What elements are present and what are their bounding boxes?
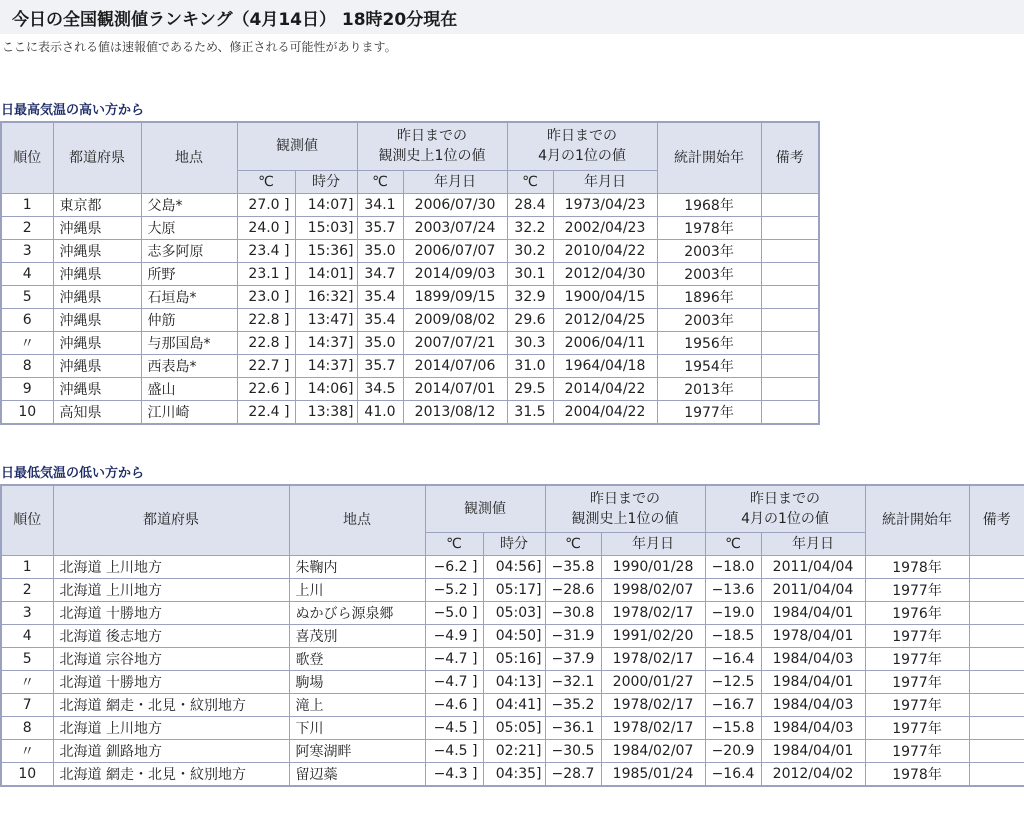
record-value-cell: −35.2 — [545, 694, 601, 717]
obs-value-cell: 24.0 ] — [237, 216, 295, 239]
rank-cell: 〃 — [1, 331, 53, 354]
high-temp-rows — [1, 193, 819, 424]
pref-cell: 沖縄県 — [53, 239, 141, 262]
col-point: 地点 — [289, 485, 425, 556]
rank-cell: 7 — [1, 694, 53, 717]
record-date-cell: 1998/02/07 — [601, 579, 705, 602]
point-cell: 歌登 — [289, 648, 425, 671]
point-cell: 父島* — [141, 193, 237, 216]
month-record-value-cell: 30.1 — [507, 262, 553, 285]
point-cell: 大原 — [141, 216, 237, 239]
pref-cell: 北海道 網走・北見・紋別地方 — [53, 763, 289, 787]
month-record-date-cell: 1984/04/03 — [761, 694, 865, 717]
record-value-cell: 35.7 — [357, 216, 403, 239]
record-date-cell: 2014/07/01 — [403, 377, 507, 400]
notice-text: ここに表示される値は速報値であるため、修正される可能性があります。 — [2, 40, 397, 54]
note-cell — [969, 602, 1024, 625]
obs-time-cell: 15:36] — [295, 239, 357, 262]
note-cell — [761, 193, 819, 216]
start-year-cell: 1977年 — [865, 694, 969, 717]
month-record-value-cell: 28.4 — [507, 193, 553, 216]
table-row — [1, 763, 1024, 787]
note-cell — [969, 763, 1024, 787]
col-pref: 都道府県 — [53, 122, 141, 193]
col-time: 時分 — [295, 170, 357, 193]
month-record-date-cell: 2014/04/22 — [553, 377, 657, 400]
obs-time-cell: 15:03] — [295, 216, 357, 239]
obs-value-cell: −5.0 ] — [425, 602, 483, 625]
col-month-line2: 4月の1位の値 — [538, 148, 626, 165]
record-value-cell: 35.7 — [357, 354, 403, 377]
rank-cell: 1 — [1, 193, 53, 216]
rank-cell: 4 — [1, 262, 53, 285]
col-obs: 観測値 — [237, 122, 357, 170]
obs-value-cell: 22.7 ] — [237, 354, 295, 377]
pref-cell: 高知県 — [53, 400, 141, 424]
pref-cell: 沖縄県 — [53, 216, 141, 239]
col-point: 地点 — [141, 122, 237, 193]
col-hist-line1: 昨日までの — [397, 128, 467, 145]
obs-value-cell: 22.8 ] — [237, 331, 295, 354]
point-cell: 与那国島* — [141, 331, 237, 354]
table-row — [1, 216, 819, 239]
col-date: 年月日 — [553, 170, 657, 193]
month-record-value-cell: −12.5 — [705, 671, 761, 694]
rank-cell: 1 — [1, 556, 53, 579]
note-cell — [761, 308, 819, 331]
record-value-cell: −31.9 — [545, 625, 601, 648]
col-date: 年月日 — [761, 533, 865, 556]
pref-cell: 北海道 十勝地方 — [53, 602, 289, 625]
pref-cell: 沖縄県 — [53, 377, 141, 400]
col-hist-line2: 観測史上1位の値 — [571, 510, 679, 527]
start-year-cell: 2003年 — [657, 308, 761, 331]
start-year-cell: 1978年 — [865, 556, 969, 579]
record-value-cell: 35.4 — [357, 285, 403, 308]
record-date-cell: 1978/02/17 — [601, 717, 705, 740]
point-cell: 阿寒湖畔 — [289, 740, 425, 763]
pref-cell: 北海道 釧路地方 — [53, 740, 289, 763]
obs-value-cell: −4.5 ] — [425, 717, 483, 740]
col-month — [705, 485, 865, 533]
col-degc: ℃ — [507, 170, 553, 193]
table-row — [1, 717, 1024, 740]
pref-cell: 北海道 十勝地方 — [53, 671, 289, 694]
table-row — [1, 400, 819, 424]
low-temp-heading: 日最低気温の低い方から — [1, 465, 145, 481]
month-record-date-cell: 1900/04/15 — [553, 285, 657, 308]
col-degc: ℃ — [705, 533, 761, 556]
record-value-cell: −28.7 — [545, 763, 601, 787]
record-value-cell: −30.5 — [545, 740, 601, 763]
rank-cell: 9 — [1, 377, 53, 400]
obs-value-cell: 22.4 ] — [237, 400, 295, 424]
month-record-value-cell: −18.0 — [705, 556, 761, 579]
rank-cell: 8 — [1, 717, 53, 740]
month-record-date-cell: 1984/04/01 — [761, 602, 865, 625]
col-hist — [357, 122, 507, 170]
note-cell — [969, 625, 1024, 648]
month-record-value-cell: −16.4 — [705, 648, 761, 671]
start-year-cell: 2013年 — [657, 377, 761, 400]
col-degc: ℃ — [425, 533, 483, 556]
pref-cell: 沖縄県 — [53, 308, 141, 331]
rank-cell: 5 — [1, 285, 53, 308]
month-record-date-cell: 1964/04/18 — [553, 354, 657, 377]
low-temp-rows — [1, 556, 1024, 787]
point-cell: 留辺蘂 — [289, 763, 425, 787]
col-start: 統計開始年 — [865, 485, 969, 556]
obs-value-cell: 22.8 ] — [237, 308, 295, 331]
record-date-cell: 1978/02/17 — [601, 648, 705, 671]
pref-cell: 北海道 宗谷地方 — [53, 648, 289, 671]
month-record-date-cell: 2006/04/11 — [553, 331, 657, 354]
col-month-line2: 4月の1位の値 — [741, 510, 829, 527]
start-year-cell: 1977年 — [865, 579, 969, 602]
month-record-value-cell: 32.2 — [507, 216, 553, 239]
pref-cell: 北海道 網走・北見・紋別地方 — [53, 694, 289, 717]
rank-cell: 3 — [1, 602, 53, 625]
month-record-value-cell: −16.7 — [705, 694, 761, 717]
month-record-value-cell: 31.0 — [507, 354, 553, 377]
table-row — [1, 239, 819, 262]
col-degc: ℃ — [357, 170, 403, 193]
note-cell — [761, 216, 819, 239]
col-rank: 順位 — [1, 485, 53, 556]
record-value-cell: 34.5 — [357, 377, 403, 400]
obs-time-cell: 05:16] — [483, 648, 545, 671]
col-month-line1: 昨日までの — [547, 128, 618, 145]
month-record-date-cell: 2010/04/22 — [553, 239, 657, 262]
rank-cell: 2 — [1, 579, 53, 602]
obs-time-cell: 05:17] — [483, 579, 545, 602]
pref-cell: 沖縄県 — [53, 262, 141, 285]
col-start: 統計開始年 — [657, 122, 761, 193]
record-value-cell: −37.9 — [545, 648, 601, 671]
start-year-cell: 1977年 — [865, 740, 969, 763]
month-record-date-cell: 2012/04/25 — [553, 308, 657, 331]
note-cell — [969, 648, 1024, 671]
note-cell — [761, 377, 819, 400]
obs-time-cell: 04:50] — [483, 625, 545, 648]
record-date-cell: 2003/07/24 — [403, 216, 507, 239]
pref-cell: 沖縄県 — [53, 354, 141, 377]
note-cell — [761, 239, 819, 262]
start-year-cell: 1978年 — [865, 763, 969, 787]
month-record-value-cell: −15.8 — [705, 717, 761, 740]
obs-value-cell: −4.9 ] — [425, 625, 483, 648]
table-row — [1, 262, 819, 285]
table-row — [1, 694, 1024, 717]
table-row — [1, 556, 1024, 579]
obs-value-cell: 22.6 ] — [237, 377, 295, 400]
point-cell: 志多阿原 — [141, 239, 237, 262]
page-title: 今日の全国観測値ランキング（4月14日） 18時20分現在 — [0, 0, 1024, 34]
record-date-cell: 1899/09/15 — [403, 285, 507, 308]
obs-value-cell: −4.7 ] — [425, 648, 483, 671]
month-record-value-cell: −16.4 — [705, 763, 761, 787]
point-cell: ぬかびら源泉郷 — [289, 602, 425, 625]
low-temp-table — [0, 484, 1024, 788]
note-cell — [969, 694, 1024, 717]
record-value-cell: 35.0 — [357, 239, 403, 262]
rank-cell: 10 — [1, 763, 53, 787]
obs-value-cell: −4.3 ] — [425, 763, 483, 787]
table-row — [1, 740, 1024, 763]
record-value-cell: 34.7 — [357, 262, 403, 285]
record-value-cell: 34.1 — [357, 193, 403, 216]
month-record-date-cell: 1984/04/01 — [761, 740, 865, 763]
record-value-cell: −28.6 — [545, 579, 601, 602]
month-record-value-cell: 31.5 — [507, 400, 553, 424]
obs-time-cell: 05:03] — [483, 602, 545, 625]
month-record-date-cell: 1973/04/23 — [553, 193, 657, 216]
month-record-date-cell: 2012/04/30 — [553, 262, 657, 285]
table-row — [1, 602, 1024, 625]
obs-value-cell: 23.0 ] — [237, 285, 295, 308]
obs-value-cell: −5.2 ] — [425, 579, 483, 602]
record-date-cell: 1991/02/20 — [601, 625, 705, 648]
pref-cell: 北海道 上川地方 — [53, 579, 289, 602]
month-record-value-cell: −20.9 — [705, 740, 761, 763]
start-year-cell: 1976年 — [865, 602, 969, 625]
month-record-date-cell: 2011/04/04 — [761, 556, 865, 579]
point-cell: 滝上 — [289, 694, 425, 717]
point-cell: 駒場 — [289, 671, 425, 694]
obs-time-cell: 14:07] — [295, 193, 357, 216]
record-value-cell: 41.0 — [357, 400, 403, 424]
obs-time-cell: 02:21] — [483, 740, 545, 763]
point-cell: 喜茂別 — [289, 625, 425, 648]
record-date-cell: 2000/01/27 — [601, 671, 705, 694]
pref-cell: 北海道 後志地方 — [53, 625, 289, 648]
month-record-value-cell: 30.2 — [507, 239, 553, 262]
table-row — [1, 193, 819, 216]
high-temp-table — [0, 121, 820, 425]
obs-time-cell: 04:13] — [483, 671, 545, 694]
month-record-date-cell: 2011/04/04 — [761, 579, 865, 602]
record-date-cell: 1985/01/24 — [601, 763, 705, 787]
pref-cell: 沖縄県 — [53, 285, 141, 308]
note-cell — [761, 285, 819, 308]
point-cell: 下川 — [289, 717, 425, 740]
col-rank: 順位 — [1, 122, 53, 193]
obs-value-cell: 23.4 ] — [237, 239, 295, 262]
rank-cell: 〃 — [1, 740, 53, 763]
col-date: 年月日 — [601, 533, 705, 556]
note-cell — [761, 400, 819, 424]
record-date-cell: 2014/07/06 — [403, 354, 507, 377]
start-year-cell: 1978年 — [657, 216, 761, 239]
start-year-cell: 1977年 — [657, 400, 761, 424]
start-year-cell: 2003年 — [657, 239, 761, 262]
record-date-cell: 2006/07/07 — [403, 239, 507, 262]
col-degc: ℃ — [237, 170, 295, 193]
note-cell — [969, 740, 1024, 763]
start-year-cell: 2003年 — [657, 262, 761, 285]
obs-time-cell: 13:38] — [295, 400, 357, 424]
col-note: 備考 — [969, 485, 1024, 556]
obs-value-cell: −4.6 ] — [425, 694, 483, 717]
obs-value-cell: 23.1 ] — [237, 262, 295, 285]
month-record-value-cell: −19.0 — [705, 602, 761, 625]
obs-time-cell: 04:56] — [483, 556, 545, 579]
obs-time-cell: 16:32] — [295, 285, 357, 308]
start-year-cell: 1968年 — [657, 193, 761, 216]
month-record-date-cell: 1978/04/01 — [761, 625, 865, 648]
point-cell: 盛山 — [141, 377, 237, 400]
obs-time-cell: 14:37] — [295, 331, 357, 354]
start-year-cell: 1956年 — [657, 331, 761, 354]
pref-cell: 北海道 上川地方 — [53, 556, 289, 579]
high-temp-heading: 日最高気温の高い方から — [1, 103, 145, 118]
record-date-cell: 2006/07/30 — [403, 193, 507, 216]
month-record-value-cell: 32.9 — [507, 285, 553, 308]
table-row — [1, 354, 819, 377]
start-year-cell: 1977年 — [865, 625, 969, 648]
rank-cell: 2 — [1, 216, 53, 239]
month-record-date-cell: 2012/04/02 — [761, 763, 865, 787]
col-hist-line2: 観測史上1位の値 — [378, 148, 486, 165]
obs-time-cell: 14:01] — [295, 262, 357, 285]
table-row — [1, 625, 1024, 648]
col-time: 時分 — [483, 533, 545, 556]
pref-cell: 沖縄県 — [53, 331, 141, 354]
start-year-cell: 1954年 — [657, 354, 761, 377]
month-record-date-cell: 1984/04/01 — [761, 671, 865, 694]
obs-time-cell: 04:35] — [483, 763, 545, 787]
obs-time-cell: 05:05] — [483, 717, 545, 740]
table-row — [1, 285, 819, 308]
month-record-date-cell: 2004/04/22 — [553, 400, 657, 424]
record-date-cell: 1990/01/28 — [601, 556, 705, 579]
pref-cell: 東京都 — [53, 193, 141, 216]
rank-cell: 10 — [1, 400, 53, 424]
col-month — [507, 122, 657, 170]
point-cell: 石垣島* — [141, 285, 237, 308]
point-cell: 仲筋 — [141, 308, 237, 331]
obs-time-cell: 04:41] — [483, 694, 545, 717]
table-row — [1, 671, 1024, 694]
start-year-cell: 1977年 — [865, 648, 969, 671]
month-record-value-cell: −13.6 — [705, 579, 761, 602]
month-record-value-cell: −18.5 — [705, 625, 761, 648]
obs-time-cell: 14:37] — [295, 354, 357, 377]
rank-cell: 8 — [1, 354, 53, 377]
col-hist-line1: 昨日までの — [590, 490, 660, 507]
table-row — [1, 308, 819, 331]
col-date: 年月日 — [403, 170, 507, 193]
obs-value-cell: −6.2 ] — [425, 556, 483, 579]
rank-cell: 〃 — [1, 671, 53, 694]
table-row — [1, 579, 1024, 602]
record-date-cell: 1984/02/07 — [601, 740, 705, 763]
point-cell: 西表島* — [141, 354, 237, 377]
point-cell: 江川崎 — [141, 400, 237, 424]
month-record-value-cell: 29.5 — [507, 377, 553, 400]
note-cell — [969, 671, 1024, 694]
record-date-cell: 2013/08/12 — [403, 400, 507, 424]
rank-cell: 3 — [1, 239, 53, 262]
col-note: 備考 — [761, 122, 819, 193]
note-cell — [969, 717, 1024, 740]
table-row — [1, 331, 819, 354]
obs-time-cell: 13:47] — [295, 308, 357, 331]
record-value-cell: 35.4 — [357, 308, 403, 331]
month-record-date-cell: 1984/04/03 — [761, 648, 865, 671]
start-year-cell: 1977年 — [865, 671, 969, 694]
point-cell: 朱鞠内 — [289, 556, 425, 579]
point-cell: 上川 — [289, 579, 425, 602]
note-cell — [761, 262, 819, 285]
obs-value-cell: 27.0 ] — [237, 193, 295, 216]
point-cell: 所野 — [141, 262, 237, 285]
record-value-cell: 35.0 — [357, 331, 403, 354]
note-cell — [761, 331, 819, 354]
start-year-cell: 1977年 — [865, 717, 969, 740]
obs-value-cell: −4.7 ] — [425, 671, 483, 694]
note-cell — [969, 556, 1024, 579]
col-obs: 観測値 — [425, 485, 545, 533]
month-record-date-cell: 2002/04/23 — [553, 216, 657, 239]
record-date-cell: 2014/09/03 — [403, 262, 507, 285]
col-pref: 都道府県 — [53, 485, 289, 556]
start-year-cell: 1896年 — [657, 285, 761, 308]
rank-cell: 6 — [1, 308, 53, 331]
table-row — [1, 377, 819, 400]
col-hist — [545, 485, 705, 533]
note-cell — [761, 354, 819, 377]
col-month-line1: 昨日までの — [750, 490, 821, 507]
record-date-cell: 2007/07/21 — [403, 331, 507, 354]
record-date-cell: 1978/02/17 — [601, 694, 705, 717]
table-row — [1, 648, 1024, 671]
rank-cell: 4 — [1, 625, 53, 648]
note-cell — [969, 579, 1024, 602]
col-degc: ℃ — [545, 533, 601, 556]
obs-value-cell: −4.5 ] — [425, 740, 483, 763]
record-date-cell: 2009/08/02 — [403, 308, 507, 331]
record-value-cell: −36.1 — [545, 717, 601, 740]
pref-cell: 北海道 上川地方 — [53, 717, 289, 740]
record-value-cell: −32.1 — [545, 671, 601, 694]
record-value-cell: −35.8 — [545, 556, 601, 579]
record-value-cell: −30.8 — [545, 602, 601, 625]
month-record-value-cell: 30.3 — [507, 331, 553, 354]
obs-time-cell: 14:06] — [295, 377, 357, 400]
rank-cell: 5 — [1, 648, 53, 671]
month-record-date-cell: 1984/04/03 — [761, 717, 865, 740]
record-date-cell: 1978/02/17 — [601, 602, 705, 625]
month-record-value-cell: 29.6 — [507, 308, 553, 331]
